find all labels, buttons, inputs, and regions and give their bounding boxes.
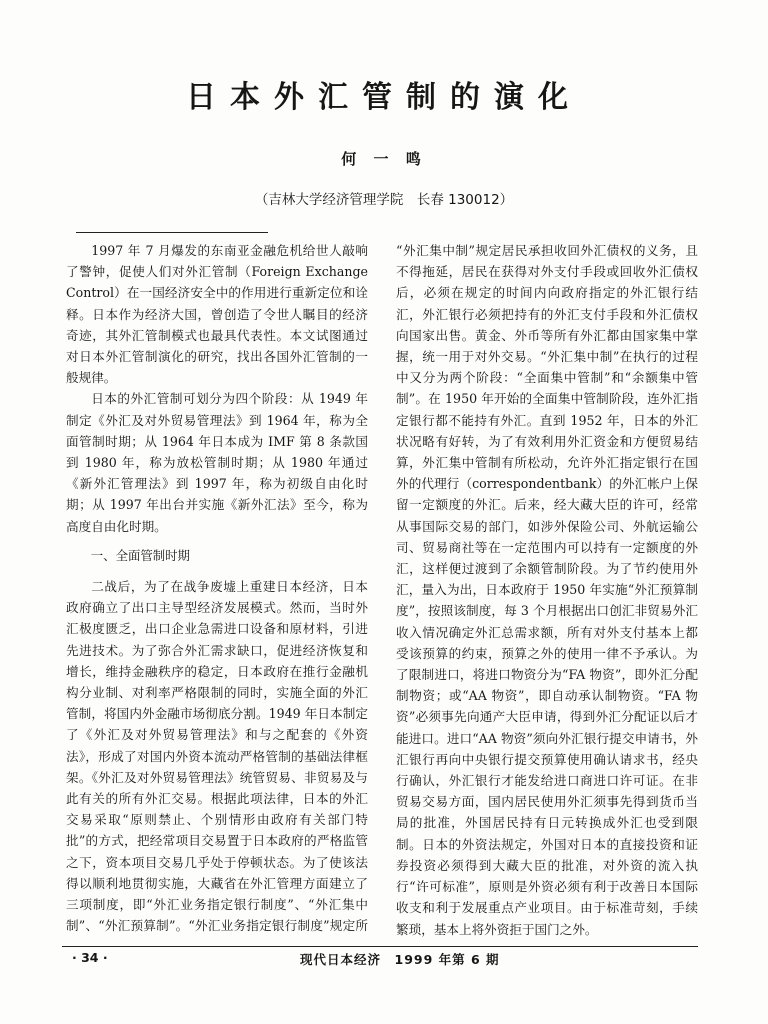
author-affiliation: （吉林大学经济管理学院 长春 130012） <box>254 192 514 208</box>
left-column <box>66 240 368 940</box>
body-paragraph: 二战后，为了在战争废墟上重建日本经济，日本政府确立了出口主导型经济发展模式。然而，当时外汇极度匮乏，出口企业急需进口设备和原材料，引进先进技术。为了弥合外汇需求缺口，促进经济恢复和增长，维持金融秩序的稳定，日本政府在推行金融机构分业制、对利率严格限制的同时，实施全面的外汇管制，将国内外金融市场彻底分割。1949 年日本制定了《外汇及对外贸易管理法》和与之配套的《外资法》，形成了对国内外资本流动严格管制的基础法律框架。《外汇及对外贸易管理法》统管贸易、非贸易及与此有关的所有外汇交易。根据此项法律，日本的外汇交易采取“原则禁止、个别情形由政府有关部门特批”的方式，把经常项目交易置于日本政府的严格监管之下，资本项目交易几乎处于停顿状态。为了使该法得以顺利地贯彻实施，大藏省在外汇管理方面建立了三项制度，即“外汇业务指定银行制度”、“外汇集中制”、“外汇预算制”。“外汇业务指定银行制度”规定所 <box>66 579 368 934</box>
article-title: 日本外汇管制的演化 <box>186 80 582 115</box>
right-column <box>396 240 698 940</box>
page-number: · 34 · <box>72 950 108 965</box>
abstract-divider <box>76 232 268 233</box>
intro-paragraph: 1997 年 7 月爆发的东南亚金融危机给世人敲响了警钟，促使人们对外汇管制（Foreign Exchange Control）在一国经济安全中的作用进行重新定位和诠释。日本作为经济大国，曾创造了令世人瞩目的经济奇迹，其外汇管制模式也最具代表性。本文试图通过对日本外汇管制演化的研究，找出各国外汇管制的一般规律。 <box>66 243 368 386</box>
journal-citation: 现代日本经济 1999 年第 6 期 <box>300 952 500 967</box>
section-heading: 一、全面管制时期 <box>90 547 190 563</box>
periodization-paragraph: 日本的外汇管制可划分为四个阶段：从 1949 年制定《外汇及对外贸易管理法》到 1964 年，称为全面管制时期；从 1964 年日本成为 IMF 第 8 条款国到 1980 年，称为放松管制时期；从 1980 年通过《新外汇管理法》到 1997 年，称为初级自由化时期；从 1997 年出台并实施《新外汇法》至今，称为高度自由化时期。 <box>66 391 368 534</box>
footer-divider <box>62 946 698 947</box>
body-paragraph-continued: “外汇集中制”规定居民承担收回外汇债权的义务，且不得拖延，居民在获得对外支付手段或回收外汇债权后，必须在规定的时间内向政府指定的外汇银行结汇，外汇银行必须把持有的外汇支付手段和外汇债权向国家出售。黄金、外币等所有外汇都由国家集中掌握，统一用于对外交易。“外汇集中制”在执行的过程中又分为两个阶段：“全面集中管制”和“余额集中管制”。在 1950 年开始的全面集中管制阶段，连外汇指定银行都不能持有外汇。直到 1952 年，日本的外汇状况略有好转，为了有效利用外汇资金和方便贸易结算，外汇集中管制有所松动，允许外汇指定银行在国外的代理行（correspondentbank）的外汇帐户上保留一定额度的外汇。后来，经大藏大臣的许可，经常从事国际交易的部门，如涉外保险公司、外航运输公司、贸易商社等在一定范围内可以持有一定额度的外汇，这样便过渡到了余额管制阶段。为了节约使用外汇，量入为出，日本政府于 1950 年实施“外汇预算制度”，按照该制度，每 3 个月根据出口创汇非贸易外汇收入情况确定外汇总需求额，所有对外支付基本上都受该预算的约束，预算之外的使用一律不予承认。为了限制进口，将进口物资分为“FA 物资”，即外汇分配制物资；或“AA 物资”，即自动承认制物资。“FA 物资”必须事先向通产大臣申请，得到外汇分配证以后才能进口。进口“AA 物资”须向外汇银行提交申请书，外汇银行再向中央银行提交预算使用确认请求书，经央行确认，外汇银行才能发给进口商进口许可证。在非贸易交易方面，国内居民使用外汇须事先得到货币当局的批准，外国居民持有日元转换成外汇也受到限制。日本的外资法规定，外国对日本的直接投资和证券投资必须得到大藏大臣的批准，对外资的流入执行“许可标准”，原则是外资必须有利于改善日本国际收支和利于发展重点产业项目。由于标准苛刻，手续繁琐，基本上将外资拒于国门之外。 <box>396 243 698 937</box>
author-name: 何 一 鸣 <box>341 150 427 168</box>
